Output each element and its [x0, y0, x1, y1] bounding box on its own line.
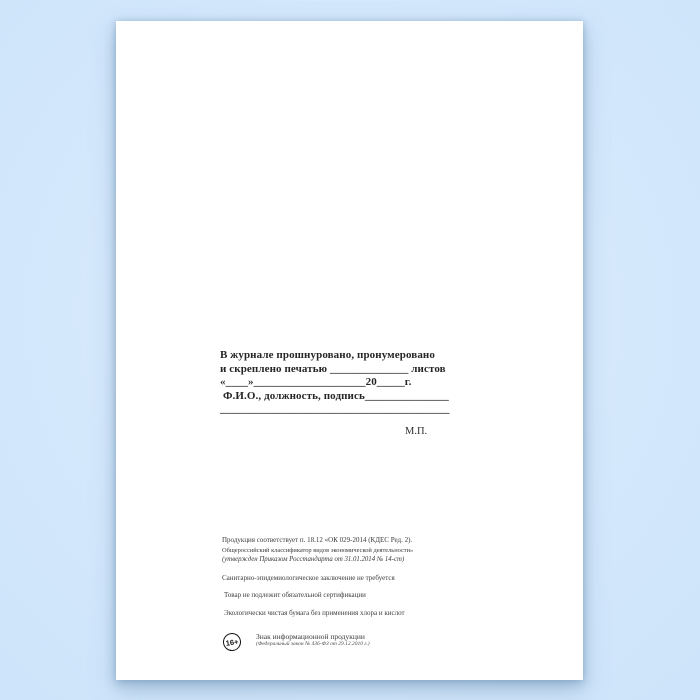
sanitary-statement: Санитарно-эпидемиологическое заключение не требуется — [222, 573, 395, 582]
binding-line-1: В журнале прошнуровано, пронумеровано — [220, 349, 435, 361]
binding-line-5-blank: _________________________________________ — [220, 403, 450, 415]
age-mark-law-note: (Федеральный закон № 436-ФЗ от 29.12.2010 г.) — [256, 641, 370, 647]
product-compliance-line-1: Продукция соответствует п. 18.12 «ОК 029-2014 (КДЕС Ред. 2). — [222, 536, 413, 544]
age-mark-text — [256, 632, 370, 648]
binding-line-3-date: «____»____________________20_____г. — [220, 376, 412, 388]
binding-certification-block — [220, 349, 450, 417]
spacer — [222, 583, 472, 592]
binding-line-2: и скреплено печатью ______________ листов — [220, 362, 446, 375]
journal-back-page — [116, 21, 583, 680]
product-compliance-line-3: (утвержден Приказом Росстандарта от 31.01.2014 № 14-ст) — [222, 556, 405, 563]
age-mark-title: Знак информационной продукции — [256, 632, 365, 641]
product-compliance-line-2: Общероссийский классификатор видов экономической деятельности» — [222, 546, 414, 554]
eco-statement: Экологически чистая бумага без применения хлора и кислот — [224, 608, 405, 617]
spacer — [222, 600, 472, 609]
spacer — [222, 565, 472, 574]
binding-line-4-signature: Ф.И.О., должность, подпись_______________ — [223, 389, 449, 402]
age-16-plus-icon: 16+ — [222, 632, 242, 652]
compliance-block — [222, 536, 472, 618]
stamp-place-label: М.П. — [405, 426, 428, 437]
age-information-mark — [223, 632, 370, 651]
certification-statement: Товар не подлежит обязательной сертификации — [224, 591, 366, 599]
